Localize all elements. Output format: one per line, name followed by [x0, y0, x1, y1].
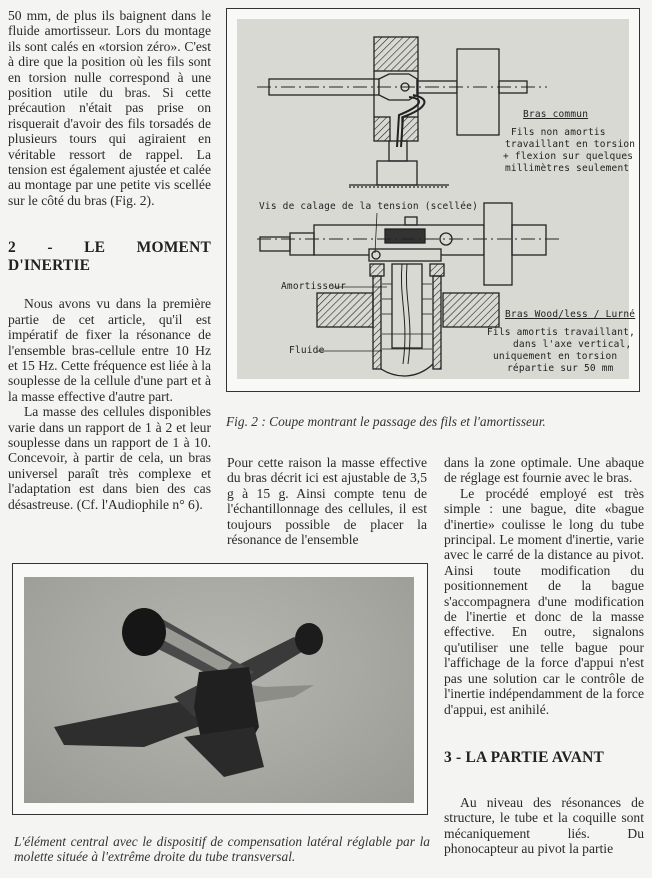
figure-2-caption: Fig. 2 : Coupe montrant le passage des fils et l'amortisseur. [226, 414, 546, 429]
label-bras-woodless: Bras Wood/less / Lurné [505, 309, 636, 320]
label-bras-woodless-desc-4: répartie sur 50 mm [507, 363, 614, 374]
left-column [8, 8, 211, 512]
label-vis-calage: Vis de calage de la tension (scellée) [259, 201, 479, 212]
photo-frame [12, 563, 428, 815]
paragraph: Au niveau des résonances de structure, le tube et la coquille sont mécaniquement liés. Du phonocapteur au pivot la partie [444, 794, 644, 857]
tonearm-photo [24, 577, 414, 803]
tonearm-photo-image [24, 577, 414, 803]
photo-caption: L'élément central avec le dispositif de compensation latéral réglable par la molette située à l'extrême droite du tube transversal. [14, 834, 430, 864]
label-bras-commun-desc-3: + flexion sur quelques [503, 151, 634, 162]
section-heading-2: 2 - LE MOMENT D'INERTIE [8, 239, 211, 275]
label-bras-commun-desc-4: millimètres seulement [505, 163, 630, 174]
middle-column [227, 455, 427, 547]
section-heading-3: 3 - LA PARTIE AVANT [444, 748, 605, 766]
label-bras-commun-desc-1: Fils non amortis [511, 127, 606, 138]
label-amortisseur: Amortisseur [281, 281, 347, 292]
paragraph: Pour cette raison la masse effective du bras décrit ici est ajustable de 3,5 g à 15 g. Ainsi compte tenu de l'échantillonnage des cellules, il est toujours possible de placer la résonance de l'ensemble [227, 455, 427, 548]
right-column [444, 455, 644, 857]
figure-2-diagram [237, 19, 636, 379]
label-bras-commun-desc-2: travaillant en torsion [505, 139, 636, 150]
figure-2-frame [226, 8, 640, 392]
label-bras-woodless-desc-2: dans l'axe vertical, [513, 339, 632, 350]
label-bras-commun: Bras commun [523, 109, 589, 120]
paragraph: 50 mm, de plus ils baignent dans le fluide amortisseur. Lors du montage ils sont calés en «torsion zéro». C'est à dire que la position où les fils sont en torsion nulle correspond à une position utile du bras. Si cette précaution n'était pas prise on risquerait d'avoir des fils torsadés de plusieurs tours qui agiraient en véritable ressort de rappel. La tension est également ajustée et calée au montage par une petite vis scellée sur le côté du bras (Fig. 2). [8, 8, 211, 208]
paragraph: Le procédé employé est très simple : une bague, dite «bague d'inertie» coulisse le long du tube principal. Le moment d'inertie, varie avec le carré de la distance au pivot. Ainsi toute modification du positionnement de la bague s'accompagnera d'une modification de l'inertie et donc de la masse effective. En outre, signalons qu'utiliser une telle bague pour l'affichage de la force d'appui n'est pas une solution car le contrôle de l'inertie indépendamment de la force d'appui, est anihilé. [444, 485, 644, 717]
paragraph: dans la zone optimale. Une abaque de réglage est fournie avec le bras. [444, 455, 644, 486]
label-fluide: Fluide [289, 345, 325, 356]
tonearm-cross-section-diagram [237, 19, 632, 379]
label-bras-woodless-desc-1: Fils amortis travaillant, [487, 327, 635, 338]
paragraph: Nous avons vu dans la première partie de cet article, qu'il est impératif de fixer la résonance de l'ensemble bras-cellule entre 10 Hz et 15 Hz. Cette fréquence est liée à la souplesse de la cellule d'une part et à la masse effective d'autre part. [8, 296, 211, 404]
paragraph: La masse des cellules disponibles varie dans un rapport de 1 à 2 et leur souplesse dans un rapport de 1 à 10. Concevoir, à partir de cela, un bras universel paraît très complexe et l'adaptation est dans bien des cas désastreuse. (Cf. l'Audiophile n° 6). [8, 404, 211, 512]
label-bras-woodless-desc-3: uniquement en torsion [493, 351, 618, 362]
